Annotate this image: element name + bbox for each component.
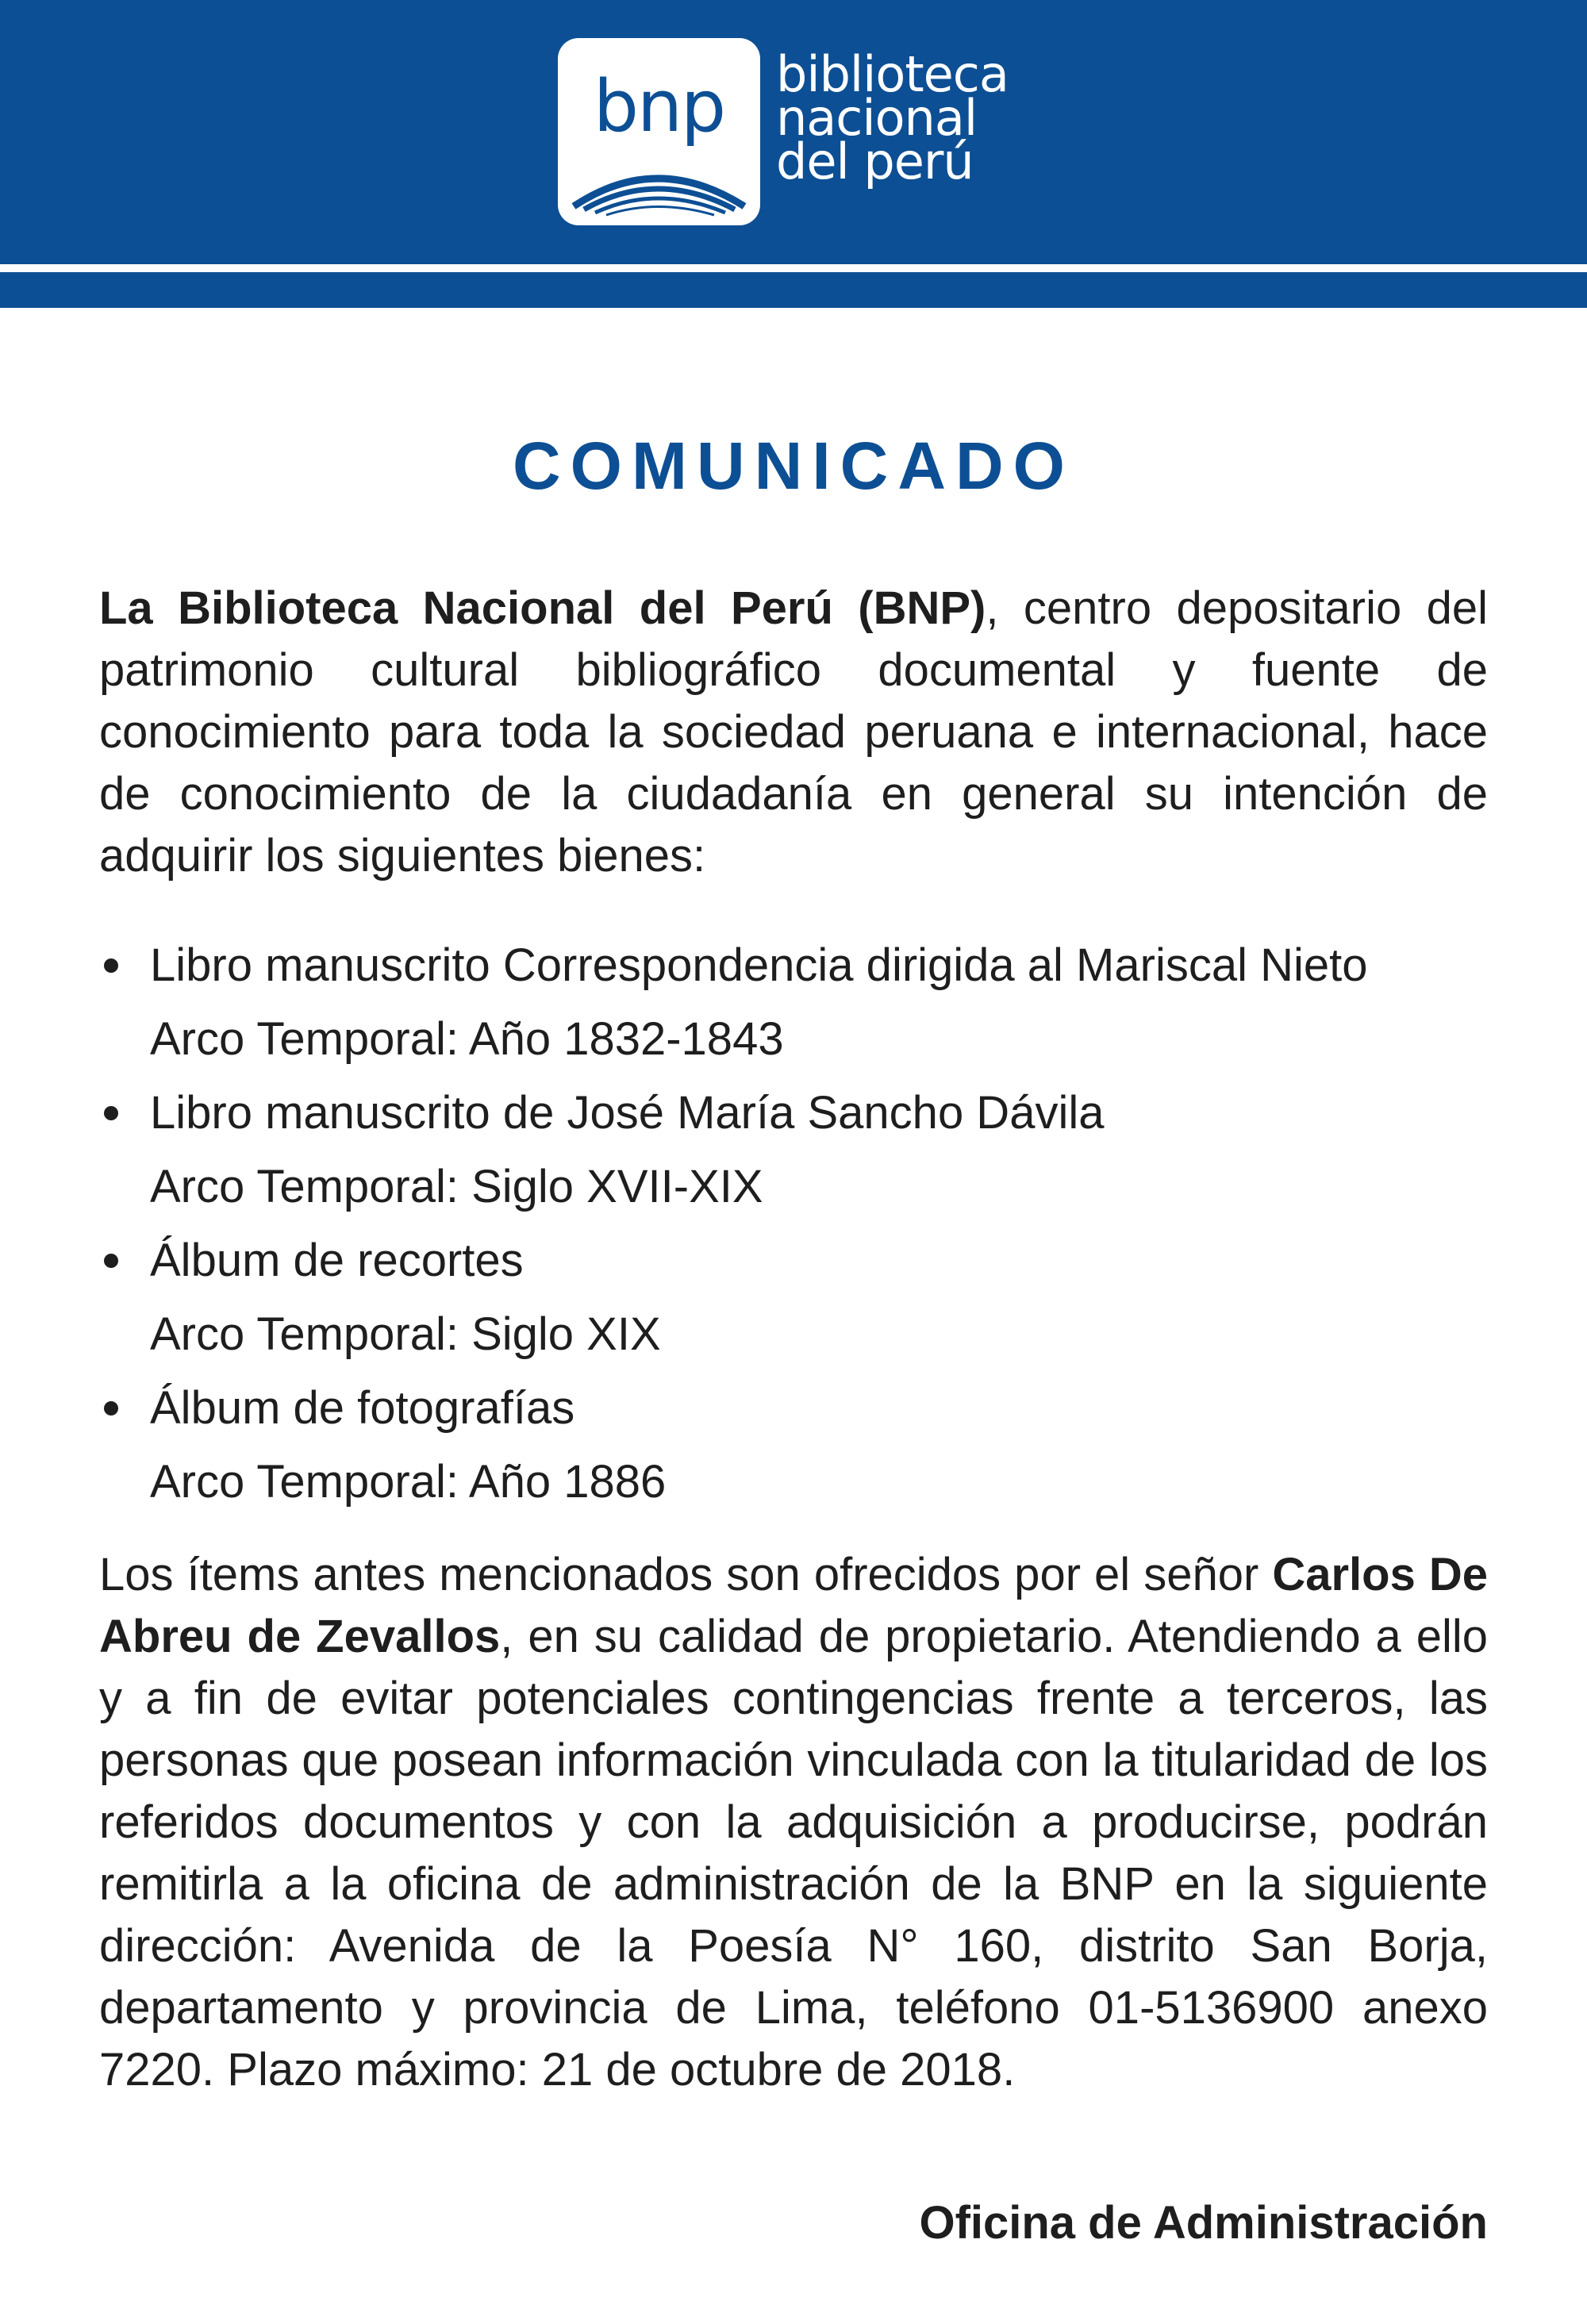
item-name: Álbum de recortes [150, 1235, 524, 1286]
item-name: Libro manuscrito de José María Sancho Dávila [150, 1087, 1105, 1139]
item-name: Libro manuscrito Correspondencia dirigida al Mariscal Nieto [150, 939, 1368, 991]
intro-lead: La Biblioteca Nacional del Perú (BNP) [99, 582, 986, 634]
item-name: Álbum de fotografías [150, 1382, 575, 1434]
logo-line-1: biblioteca [776, 45, 1009, 103]
closing-paragraph [99, 1544, 1488, 2101]
header-stripe [0, 272, 1587, 308]
logo-line-3: del perú [776, 133, 974, 190]
logo-line-2: nacional [776, 89, 978, 147]
logo-wordmark [776, 45, 1009, 190]
list-item [99, 1076, 1488, 1223]
bullet-icon [104, 1106, 118, 1120]
item-period: Arco Temporal: Siglo XIX [150, 1308, 661, 1360]
list-item [99, 928, 1488, 1076]
open-book-icon [570, 157, 748, 217]
item-period: Arco Temporal: Año 1832-1843 [150, 1013, 784, 1065]
item-period: Arco Temporal: Siglo XVII-XIX [150, 1161, 763, 1212]
item-period: Arco Temporal: Año 1886 [150, 1456, 667, 1508]
header-banner [0, 0, 1587, 264]
signature: Oficina de Administración [919, 2197, 1488, 2249]
list-item [99, 1223, 1488, 1371]
logo-abbreviation: bnp [593, 65, 725, 148]
bullet-icon [104, 958, 118, 973]
intro-paragraph [99, 578, 1488, 887]
bullet-icon [104, 1254, 118, 1268]
bnp-logo [558, 38, 760, 225]
bullet-icon [104, 1401, 118, 1416]
closing-text-1: Los ítems antes mencionados son ofrecidos por el señor [99, 1549, 1273, 1600]
list-item [99, 1371, 1488, 1519]
intro-text: , centro depositario del patrimonio cultural bibliográfico documental y fuente de conocimiento para toda la sociedad peruana e internacional, hace de conocimiento de la ciudadanía en general su intención de adquirir los siguientes bienes: [99, 582, 1488, 882]
page-title: COMUNICADO [513, 428, 1074, 503]
owner-name: Carlos De Abreu de Zevallos [99, 1549, 1488, 1662]
closing-text-2: , en su calidad de propietario. Atendiendo a ello y a fin de evitar potenciales contingencias frente a terceros, las personas que posean información vinculada con la titularidad de los referidos documentos y con la adquisición a producirse, podrán remitirla a la oficina de administración de la BNP en la siguiente dirección: Avenida de la Poesía N° 160, distrito San Borja, departamento y provincia de Lima, teléfono 01-5136900 anexo 7220. Plazo máximo: 21 de octubre de 2018. [99, 1611, 1488, 2095]
items-list [99, 928, 1488, 1519]
